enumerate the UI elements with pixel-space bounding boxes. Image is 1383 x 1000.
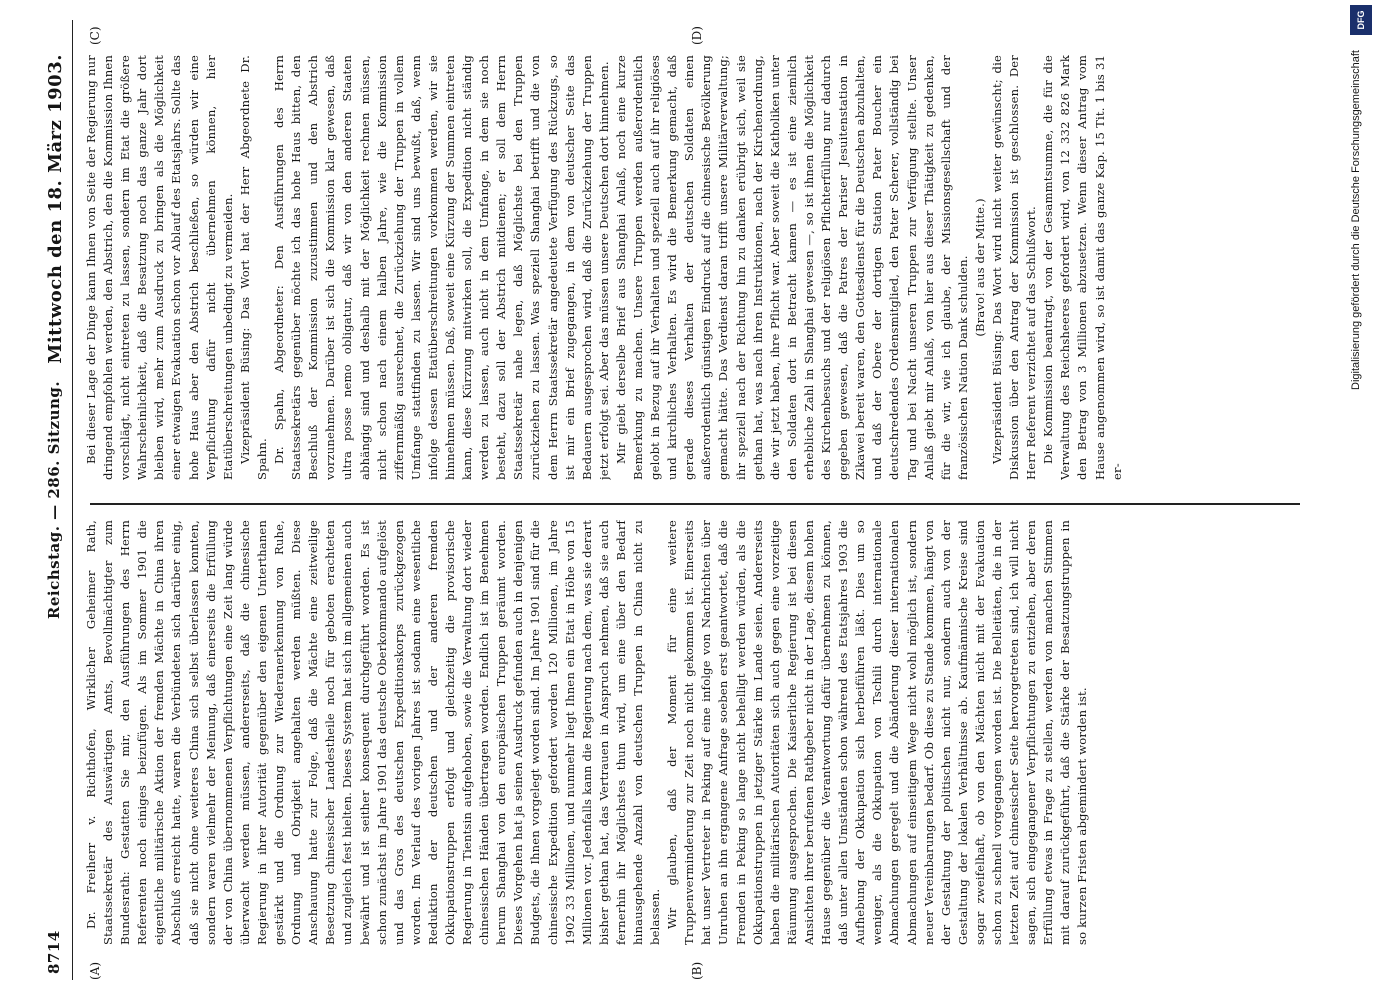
column-divider xyxy=(90,503,1300,505)
marker-b: (B) xyxy=(690,961,704,980)
left-column xyxy=(83,520,1293,945)
paragraph: Dr. Freiherr v. Richthofen, Wirklicher Geheimer Rath, Staatssekretär des Auswärtigen Amts, Bevollmächtigter zum Bundesrath: Gestatten Sie mir, den Ausführungen des Herrn Referenten noch einiges beizufügen. Als im Sommer 1901 die eigentliche militärische Aktion der fremden Mächte in China ihren Abschluß erreicht hatte, waren die Verbündeten sich darüber einig, daß sie nicht ohne weiteres China sich selbst überlassen konnten, sondern waren vielmehr der Meinung, daß einerseits die Erfüllung der von China übernommenen Verpflichtungen eine Zeit lang würde überwacht werden müssen, andererseits, daß die chinesische Regierung in ihrer Autorität gegenüber den eigenen Unterthanen gestärkt und die Ordnung zur Wiederanerkennung von Ruhe, Ordnung und Obrigkeit angehalten werden müßten. Diese Anschauung hatte zur Folge, daß die Mächte eine zeitweilige Besetzung chinesischer Landestheile noch für geboten erachteten und zugleich fest hielten. Dieses System hat sich im allgemeinen auch bewährt und ist seither konsequent durchgeführt worden. Es ist schon zunächst im Jahre 1901 das deutsche Oberkommando aufgelöst und das Gros des deutschen Expeditionskorps zurückgezogen worden. Im Verlauf des vorigen Jahres ist sodann eine wesentliche Reduktion der deutschen und der anderen fremden Okkupationstruppen erfolgt und gleichzeitig die provisorische Regierung in Tientsin aufgehoben, sowie die Verwaltung dort wieder chinesischen Händen übertragen worden. Endlich ist im Benehmen herum Shanghai von den europäischen Truppen geräumt worden. Dieses Vorgehen hat ja seinen Ausdruck gefunden auch in denjenigen Budgets, die Ihnen vorgelegt worden sind. Im Jahre 1901 sind für die chinesische Expedition gefordert worden 120 Millionen, im Jahre 1902 33 Millionen, und nunmehr liegt Ihnen ein Etat in Höhe von 15 Millionen vor. Jedenfalls kann die Regierung nach dem, was sie derart bisher gethan hat, das Vertrauen in Anspruch nehmen, daß sie auch fernerhin ihr Möglichstes thun wird, um eine über den Bedarf hinausgehende Anzahl von deutschen Truppen in China nicht zu belassen. xyxy=(84,520,663,945)
marker-a: (A) xyxy=(88,961,102,980)
session-title: Reichstag. — 286. Sitzung. xyxy=(45,380,63,620)
marker-d: (D) xyxy=(690,26,704,45)
paragraph: Vizepräsident Büsing: Das Wort hat der Herr Abgeordnete Dr. Spahn. xyxy=(237,55,269,480)
dfg-logo: DFG xyxy=(1350,5,1372,35)
digitization-credit xyxy=(1350,10,1362,990)
paragraph: Bei dieser Lage der Dinge kann Ihnen von Seite der Regierung nur dringend empfohlen werden, den Abstrich, den die Kommission Ihnen vorschlägt, nicht eintreten zu lassen, sondern im Etat die größere Wahrscheinlichkeit, daß die Besatzung noch das ganze Jahr dort bleiben wird, mehr zum Ausdruck zu bringen als die Möglichkeit einer etwaigen Evakuation schon vor Ablauf des Etatsjahrs. Sollte das hohe Haus aber den Abstrich beschließen, so würden wir eine Verpflichtung dafür nicht übernehmen können, hier Etatüberschreitungen unbedingt zu vermeiden. xyxy=(84,55,235,480)
page-header xyxy=(45,14,71,986)
right-column xyxy=(83,55,1293,480)
interjection: (Bravo! aus der Mitte.) xyxy=(972,198,987,337)
paragraph: Dr. Spahn, Abgeordneter: Den Ausführungen des Herrn Staatssekretärs gegenüber möchte ich das hohe Haus bitten, den Beschluß der Kommission zuzustimmen und den Abstrich vorzunehmen. Darüber ist sich die Kommission klar gewesen, daß ultra posse nemo obligatur, daß wir von den anderen Staaten abhängig sind und deshalb mit der Möglichkeit rechnen müssen, nicht schon nach einem halben Jahre, wie die Kommission ziffernmäßig ausrechnet, die Zurückziehung der Truppen in vollem Umfange stattfinden zu lassen. Wir sind uns bewußt, daß, wenn infolge dessen Etatüberschreitungen vorkommen werden, wir sie hinnehmen müssen. Daß, soweit eine Kürzung der Summen eintreten kann, diese Kürzung mitwirken soll, die Expedition nicht ständig werden zu lassen, auch nicht in dem Umfange, in dem sie noch besteht, dazu soll der Abstrich mitdienen; er soll dem Herrn Staatssekretär nahe legen, daß Möglichste bei den Truppen zurückziehen zu lassen. Was speziell Shanghai betrifft und die von dem Herrn Staatssekretär angedeutete Verfügung des Rückzugs, so ist mir ein Brief zugegangen, in dem von deutscher Seite das Bedauern ausgesprochen wird, daß die Zurückziehung der Truppen jetzt erfolgt sei. Aber das müssen unsere Deutschen dort hinnehmen. xyxy=(272,55,611,480)
credit-text: Digitalisierung gefördert durch die Deutsche Forschungsgemeinschaft xyxy=(1350,50,1362,390)
marker-c: (C) xyxy=(88,26,102,45)
paragraph: Vizepräsident Büsing: Das Wort wird nicht weiter gewünscht; die Diskussion über den Antrag der Kommission ist geschlossen. Der Herr Referent verzichtet auf das Schlußwort. xyxy=(989,55,1039,480)
paragraph: Die Kommission beantragt, von der Gesammtsumme, die für die Verwaltung des Reichsheeres gefordert wird, von 12 332 826 Mark den Betrag von 3 Millionen abzusetzen. Wenn dieser Antrag vom Hause angenommen wird, so ist damit das ganze Kap. 15 Tit. 1 bis 31 er- xyxy=(1041,55,1124,480)
paragraph: Wir glauben, daß der Moment für eine weitere Truppenverminderung zur Zeit noch nicht gekommen ist. Einerseits hat unser Vertreter in Peking auf eine infolge von Nachrichten über Unruhen an ihn ergangene Anfrage soeben erst geantwortet, daß die Fremden in Peking so lange nicht behelligt werden würden, als die Okkupationstruppen in jetziger Stärke im Lande seien. Andererseits haben die militärischen Autoritäten sich auch gegen eine vorzeitige Räumung ausgesprochen. Die Kaiserliche Regierung ist bei diesen Ansichten ihrer berufenen Rathgeber nicht in der Lage, diesem hohen Hause gegenüber die Verantwortung dafür übernehmen zu können, daß unter allen Umständen schon während des Etatsjahres 1903 die Aufhebung der Okkupation sich herbeiführen läßt. Dies um so weniger, als die Okkupation von Tschili durch internationale Abmachungen geregelt und die Abänderung dieser internationalen Abmachungen auf einseitigem Wege nicht wohl möglich ist, sondern neuer Vereinbarungen bedarf. Ob diese zu Stande kommen, hängt von der Gestaltung der politischen nicht nur, sondern auch von der Gestaltung der lokalen Verhältnisse ab. Kaufmännische Kreise sind sogar zweifelhaft, ob von den Mächten nicht mit der Evakuation schon zu schnell vorgegangen worden ist. Die Belleitäten, die in der letzten Zeit auf chinesischer Seite hervorgetreten sind, ich will nicht sagen, sich eingegangener Verpflichtungen zu entziehen, aber deren Erfüllung etwas in Frage zu stellen, werden von manchen Stimmen mit darauf zurückgeführt, daß die Stärke der Besatzungstruppen in so kurzen Fristen abgemindert worden ist. xyxy=(665,520,1090,945)
session-date: Mittwoch den 18. März 1903. xyxy=(45,54,66,364)
paragraph: Mir giebt derselbe Brief aus Shanghai Anlaß, noch eine kurze Bemerkung zu machen. Unsere Truppen werden außerordentlich gelobt in Bezug auf ihr Verhalten und speziell auch auf ihr religiöses und kirchliches Verhalten. Es wird die Bemerkung gemacht, daß gerade dieses Verhalten der deutschen Soldaten einen außerordentlich günstigen Eindruck auf die chinesische Bevölkerung gemacht hätte. Das Verdienst daran trifft unsere Militärverwaltung; ihr speziell nach der Richtung hin zu danken erübrigt sich, weil sie gethan hat, was nach ihren Instruktionen, nach der Kirchenordnung, die wir jetzt haben, ihre Pflicht war. Aber soweit die Katholiken unter den Soldaten dort in Betracht kamen — es ist eine ziemlich erhebliche Zahl in Shanghai gewesen —, so ist ihnen die Möglichkeit des Kirchenbesuchs und der religiösen Pflichterfüllung nur dadurch gegeben gewesen, daß die Patres der Pariser Jesuitenstation in Zikawei bereit waren, den Gottesdienst für die Deutschen abzuhalten, und daß der Obere der dortigen Station Pater Boucher ein deutschredendes Ordensmitglied, den Pater Scherer, vollständig bei Tag und bei Nacht unseren Truppen zur Verfügung stellte. Unser Anlaß giebt mir Anlaß, von hier aus dieser Thätigkeit zu gedenken, für die wir, wie ich glaube, der Missionsgesellschaft und der französischen Nation Dank schulden. xyxy=(613,55,970,480)
page-number: 8714 xyxy=(45,930,63,974)
header-rule xyxy=(72,20,73,980)
